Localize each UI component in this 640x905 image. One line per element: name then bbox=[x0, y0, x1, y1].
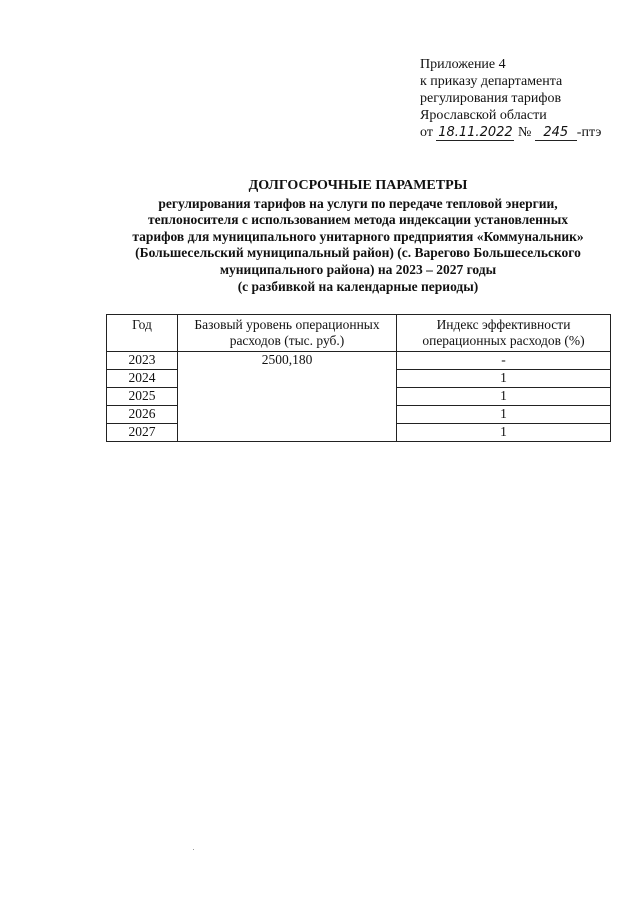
cell-index: 1 bbox=[397, 406, 611, 424]
appendix-date-line bbox=[420, 124, 630, 141]
parameters-table bbox=[106, 314, 611, 442]
title-line: теплоносителя с использованием метода индексации установленных bbox=[147, 212, 568, 228]
number-prefix: № bbox=[517, 125, 532, 140]
table-header-row bbox=[107, 315, 611, 352]
document-title bbox=[80, 178, 636, 295]
title-line: (с разбивкой на календарные периоды) bbox=[237, 278, 479, 294]
title-line: регулирования тарифов на услуги по передаче тепловой энергии, bbox=[158, 195, 558, 211]
header-efficiency-index: Индекс эффективности операционных расходов (%) bbox=[397, 315, 611, 352]
scan-speck bbox=[193, 849, 194, 850]
date-prefix: от bbox=[420, 125, 433, 140]
cell-year: 2023 bbox=[107, 352, 178, 370]
cell-index: 1 bbox=[397, 370, 611, 388]
title-line: (Большесельский муниципальный район) (с. Варегово Большесельского bbox=[135, 245, 581, 261]
table-row bbox=[107, 352, 611, 370]
title-main: ДОЛГОСРОЧНЫЕ ПАРАМЕТРЫ bbox=[248, 178, 468, 193]
appendix-line-1: Приложение 4 bbox=[420, 57, 506, 72]
title-line: муниципального района) на 2023 – 2027 годы bbox=[219, 261, 497, 277]
header-base-level: Базовый уровень операционных расходов (тыс. руб.) bbox=[178, 315, 397, 352]
cell-base-level: 2500,180 bbox=[178, 352, 397, 442]
cell-index: 1 bbox=[397, 424, 611, 442]
order-number: 245 bbox=[535, 125, 577, 141]
number-suffix: -птэ bbox=[576, 125, 602, 140]
appendix-header bbox=[420, 56, 630, 141]
header-year: Год bbox=[107, 315, 178, 352]
order-date: 18.11.2022 bbox=[438, 125, 513, 140]
cell-year: 2026 bbox=[107, 406, 178, 424]
cell-index: 1 bbox=[397, 388, 611, 406]
appendix-line-4: Ярославской области bbox=[420, 108, 547, 123]
appendix-line-2: к приказу департамента bbox=[420, 74, 563, 89]
title-line: тарифов для муниципального унитарного предприятия «Коммунальник» bbox=[132, 228, 584, 244]
appendix-line-3: регулирования тарифов bbox=[420, 91, 562, 106]
cell-year: 2024 bbox=[107, 370, 178, 388]
cell-index: - bbox=[397, 352, 611, 370]
cell-year: 2025 bbox=[107, 388, 178, 406]
cell-year: 2027 bbox=[107, 424, 178, 442]
